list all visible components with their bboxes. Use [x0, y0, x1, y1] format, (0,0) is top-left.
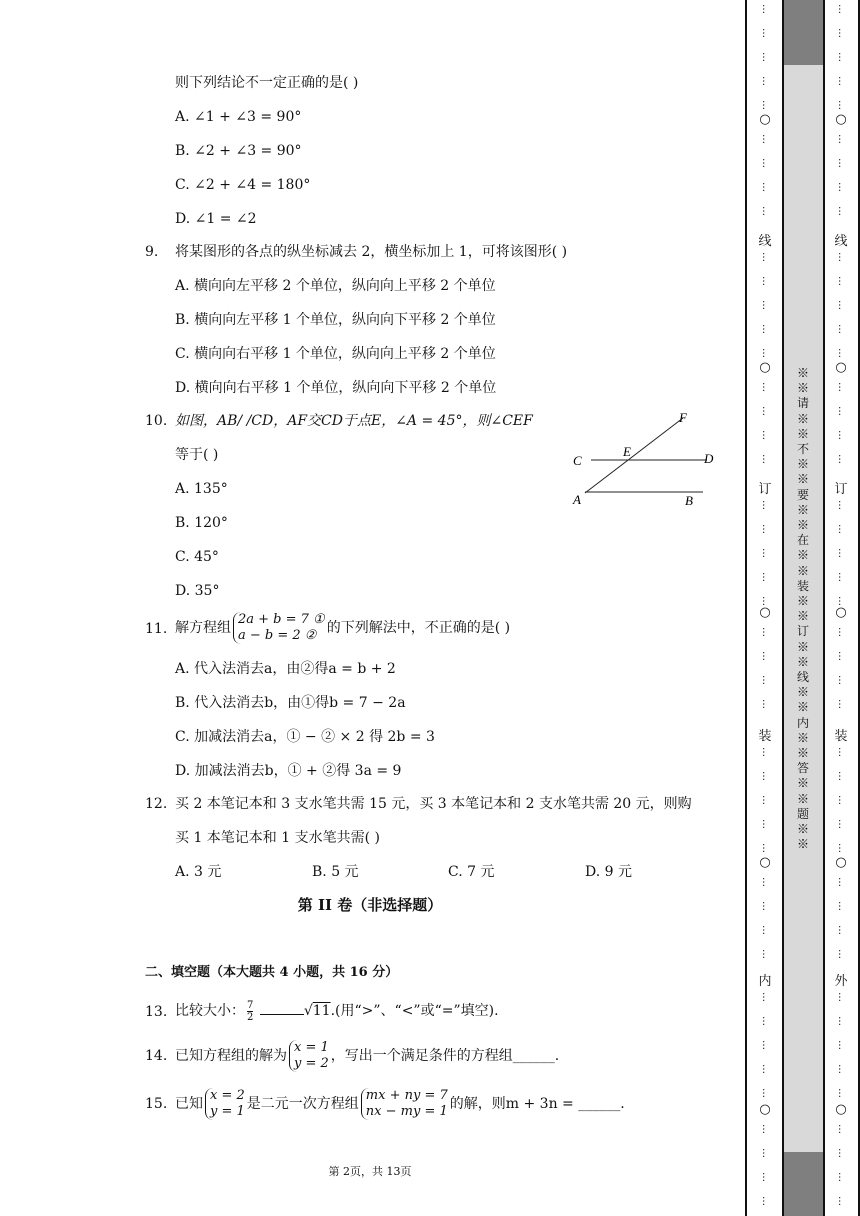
seal-dots: …: [836, 925, 847, 935]
q8-option-a: A. ∠1 + ∠3 = 90°: [175, 109, 302, 125]
seal-dots: …: [760, 949, 771, 959]
seal-dots: …: [760, 454, 771, 464]
q15-eq2: y = 1: [210, 1104, 245, 1119]
q13-fraction: [247, 1000, 253, 1023]
q11-option-a: A. 代入法消去a，由②得a = b + 2: [175, 661, 396, 677]
seal-dots: …: [836, 52, 847, 62]
q14-stem: [175, 1038, 559, 1074]
q12-number: 12.: [145, 796, 168, 812]
q10-stem-cont: 等于( ): [175, 447, 219, 463]
seal-dots: …: [760, 1016, 771, 1026]
seal-dots: …: [760, 1064, 771, 1074]
seal-dots: …: [760, 771, 771, 781]
q15-system-equations: [361, 1088, 448, 1120]
seal-dots: …: [760, 1196, 771, 1206]
seal-dots: …: [836, 454, 847, 464]
seal-mark-line: 线: [758, 234, 772, 249]
seal-dots: …: [836, 699, 847, 709]
seal-dots: …: [760, 276, 771, 286]
q13-frac-den: 2: [247, 1011, 254, 1023]
seal-dots: …: [760, 1148, 771, 1158]
label-f: F: [679, 410, 687, 425]
seal-dots: …: [760, 1172, 771, 1182]
q11-eq2: a − b = 2 ②: [238, 628, 317, 643]
q11-option-d: D. 加减法消去b，① + ②得 3a = 9: [175, 763, 402, 779]
q13-number: 13.: [145, 1004, 168, 1020]
seal-dots: …: [836, 300, 847, 310]
q12-stem: 买 2 本笔记本和 3 支水笔共需 15 元，买 3 本笔记本和 2 支水笔共需 20 元，则购: [175, 796, 692, 812]
q13-radicand: 11: [312, 1003, 331, 1019]
q11-option-b: B. 代入法消去b，由①得b = 7 − 2a: [175, 695, 406, 711]
q11-number: 11.: [145, 621, 168, 637]
q11-post: 的下列解法中，不正确的是( ): [326, 620, 511, 636]
q11-system: [233, 612, 325, 644]
seal-dots: …: [836, 430, 847, 440]
seal-dots: …: [836, 877, 847, 887]
seal-dots: …: [760, 524, 771, 534]
q15-post: 的解，则m + 3n = ______.: [449, 1096, 625, 1112]
q14-eq1: x = 1: [294, 1040, 329, 1055]
q9-number: 9.: [145, 244, 159, 260]
seal-dots: …: [836, 276, 847, 286]
q14-system: [289, 1040, 329, 1072]
seal-dots: …: [836, 901, 847, 911]
seal-dots: …: [760, 843, 771, 853]
seal-dots: …: [836, 382, 847, 392]
q14-number: 14.: [145, 1048, 168, 1064]
seal-dots: …: [760, 252, 771, 262]
q11-eq1: 2a + b = 7 ①: [238, 612, 325, 627]
seal-circle: ○: [835, 1102, 847, 1117]
q13-stem: [175, 996, 499, 1026]
q15-stem: [175, 1086, 625, 1122]
seal-dots: …: [836, 324, 847, 334]
q12-option-b: B. 5 元: [312, 864, 359, 880]
q13-post: .(用“>”、“<”或“=”填空).: [330, 1003, 499, 1019]
seal-circle: ○: [835, 360, 847, 375]
parallel-lines-figure: [565, 405, 725, 515]
q14-pre: 已知方程组的解为: [175, 1048, 287, 1064]
seal-dots: …: [760, 406, 771, 416]
q12-option-a: A. 3 元: [175, 864, 222, 880]
q15-pre: 已知: [175, 1096, 203, 1112]
seal-mark-pack: 装: [758, 729, 772, 744]
seal-mark-bind: 订: [758, 482, 772, 497]
seal-dots: …: [760, 52, 771, 62]
seal-circle: ○: [759, 605, 771, 620]
seal-dots: …: [836, 252, 847, 262]
seal-dots: …: [836, 795, 847, 805]
q11-option-c: C. 加减法消去a，① − ② × 2 得 2b = 3: [175, 729, 435, 745]
notice-band-bottom-block: [783, 1152, 823, 1216]
seal-dots: …: [760, 699, 771, 709]
q9-option-b: B. 横向向左平移 1 个单位，纵向向下平移 2 个单位: [175, 312, 496, 328]
seal-dots: …: [760, 134, 771, 144]
line-af: [585, 418, 683, 493]
q14-eq2: y = 2: [294, 1056, 329, 1071]
seal-dots: …: [760, 747, 771, 757]
notice-band-top-block: [783, 0, 823, 65]
seal-mark-inside: 内: [758, 974, 772, 989]
seal-dots: …: [836, 348, 847, 358]
seal-dots: …: [836, 992, 847, 1002]
seal-dots: …: [760, 572, 771, 582]
label-d: D: [704, 451, 714, 466]
q10-option-d: D. 35°: [175, 583, 220, 599]
seal-dots: …: [836, 1040, 847, 1050]
seal-dots: …: [836, 182, 847, 192]
seal-dots: …: [760, 300, 771, 310]
seal-dots: …: [836, 572, 847, 582]
q15-system-solution: [205, 1088, 245, 1120]
seal-dots: …: [836, 627, 847, 637]
seal-dots: …: [760, 596, 771, 606]
seal-dots: …: [836, 524, 847, 534]
seal-dots: …: [760, 158, 771, 168]
q10-stem: 如图，AB/ /CD，AF交CD于点E，∠A = 45°，则∠CEF: [175, 413, 533, 429]
seal-dots: …: [760, 348, 771, 358]
q13-frac-num: 7: [247, 999, 254, 1011]
seal-dots: …: [760, 382, 771, 392]
seal-dots: …: [760, 548, 771, 558]
label-b: B: [685, 493, 693, 508]
seal-dots: …: [836, 1196, 847, 1206]
seal-dots: …: [760, 901, 771, 911]
seal-mark-outside: 外: [834, 974, 848, 989]
q9-option-d: D. 横向向右平移 1 个单位，纵向向下平移 2 个单位: [175, 380, 497, 396]
section2-title: 二、填空题（本大题共 4 小题，共 16 分）: [145, 965, 399, 980]
q11-pre: 解方程组: [175, 620, 231, 636]
q8-option-b: B. ∠2 + ∠3 = 90°: [175, 143, 302, 159]
q9-option-c: C. 横向向右平移 1 个单位，纵向向上平移 2 个单位: [175, 346, 496, 362]
seal-dots: …: [836, 548, 847, 558]
seal-dots: …: [836, 1064, 847, 1074]
q14-post: ，写出一个满足条件的方程组______.: [330, 1048, 560, 1064]
q12-option-d: D. 9 元: [585, 864, 632, 880]
seal-dots: …: [836, 100, 847, 110]
q12-option-c: C. 7 元: [448, 864, 495, 880]
q9-stem: 将某图形的各点的纵坐标减去 2，横坐标加上 1，可将该图形( ): [175, 244, 568, 260]
label-c: C: [573, 453, 582, 468]
q12-stem-cont: 买 1 本笔记本和 1 支水笔共需( ): [175, 830, 380, 846]
seal-dots: …: [836, 158, 847, 168]
margin-rule-mid-left: [782, 0, 784, 1216]
seal-dots: …: [836, 596, 847, 606]
q15-mid: 是二元一次方程组: [246, 1096, 359, 1112]
seal-dots: …: [836, 500, 847, 510]
q13-pre: 比较大小：: [175, 1003, 245, 1019]
seal-dots: …: [760, 430, 771, 440]
seal-dots: …: [836, 4, 847, 14]
q13-answer-blank[interactable]: [260, 1002, 304, 1015]
seal-mark-line: 线: [834, 234, 848, 249]
seal-dots: …: [836, 406, 847, 416]
q13-sqrt: √11: [303, 1003, 331, 1019]
q10-option-a: A. 135°: [175, 481, 228, 497]
seal-dots: …: [760, 627, 771, 637]
seal-dots: …: [760, 28, 771, 38]
label-a: A: [573, 492, 581, 507]
seal-dots: …: [760, 182, 771, 192]
seal-circle: ○: [835, 605, 847, 620]
seal-dots: …: [836, 651, 847, 661]
seal-dots: …: [760, 1040, 771, 1050]
seal-dots: …: [836, 747, 847, 757]
seal-circle: ○: [759, 112, 771, 127]
seal-dots: …: [760, 1124, 771, 1134]
seal-dots: …: [836, 675, 847, 685]
seal-dots: …: [836, 1172, 847, 1182]
q15-eq3: mx + ny = 7: [365, 1088, 448, 1103]
seal-dots: …: [836, 1148, 847, 1158]
margin-rule-mid-right: [823, 0, 825, 1216]
seal-dots: …: [760, 795, 771, 805]
seal-dots: …: [760, 819, 771, 829]
seal-dots: …: [836, 1016, 847, 1026]
q10-option-c: C. 45°: [175, 549, 219, 565]
q8-option-c: C. ∠2 + ∠4 = 180°: [175, 177, 311, 193]
seal-dots: …: [760, 877, 771, 887]
q11-stem: [175, 610, 510, 646]
seal-circle: ○: [835, 112, 847, 127]
seal-circle: ○: [759, 1102, 771, 1117]
seal-dots: …: [760, 324, 771, 334]
seal-dots: …: [836, 1124, 847, 1134]
seal-dots: …: [836, 843, 847, 853]
q9-option-a: A. 横向向左平移 2 个单位，纵向向上平移 2 个单位: [175, 278, 496, 294]
page-footer: 第 2页，共 13页: [328, 1165, 412, 1178]
seal-dots: …: [836, 76, 847, 86]
seal-dots: …: [760, 651, 771, 661]
q8-stem: 则下列结论不一定正确的是( ): [175, 75, 359, 91]
seal-dots: …: [760, 4, 771, 14]
seal-dots: …: [760, 206, 771, 216]
margin-rule-left: [745, 0, 747, 1216]
seal-dots: …: [760, 925, 771, 935]
q15-eq1: x = 2: [210, 1088, 245, 1103]
q10-number: 10.: [145, 413, 168, 429]
seal-dots: …: [760, 675, 771, 685]
seal-dots: …: [760, 76, 771, 86]
q8-option-d: D. ∠1 = ∠2: [175, 211, 257, 227]
seal-circle: ○: [759, 360, 771, 375]
q10-option-b: B. 120°: [175, 515, 228, 531]
margin-rule-right: [858, 0, 860, 1216]
q15-eq4: nx − my = 1: [365, 1104, 448, 1119]
seal-dots: …: [836, 28, 847, 38]
label-e: E: [623, 444, 631, 459]
notice-vertical-text: ※※请※※不※※要※※在※※装※※订※※线※※内※※答※※题※※: [796, 366, 809, 852]
seal-mark-bind: 订: [834, 482, 848, 497]
seal-dots: …: [836, 134, 847, 144]
seal-dots: …: [836, 819, 847, 829]
seal-dots: …: [760, 100, 771, 110]
seal-circle: ○: [759, 855, 771, 870]
seal-mark-pack: 装: [834, 729, 848, 744]
seal-dots: …: [836, 206, 847, 216]
seal-dots: …: [836, 771, 847, 781]
seal-dots: …: [836, 949, 847, 959]
seal-dots: …: [760, 992, 771, 1002]
seal-dots: …: [760, 1088, 771, 1098]
seal-circle: ○: [835, 855, 847, 870]
seal-dots: …: [760, 500, 771, 510]
part2-title: 第 II 卷（非选择题）: [297, 896, 443, 914]
q15-number: 15.: [145, 1096, 168, 1112]
seal-dots: …: [836, 1088, 847, 1098]
